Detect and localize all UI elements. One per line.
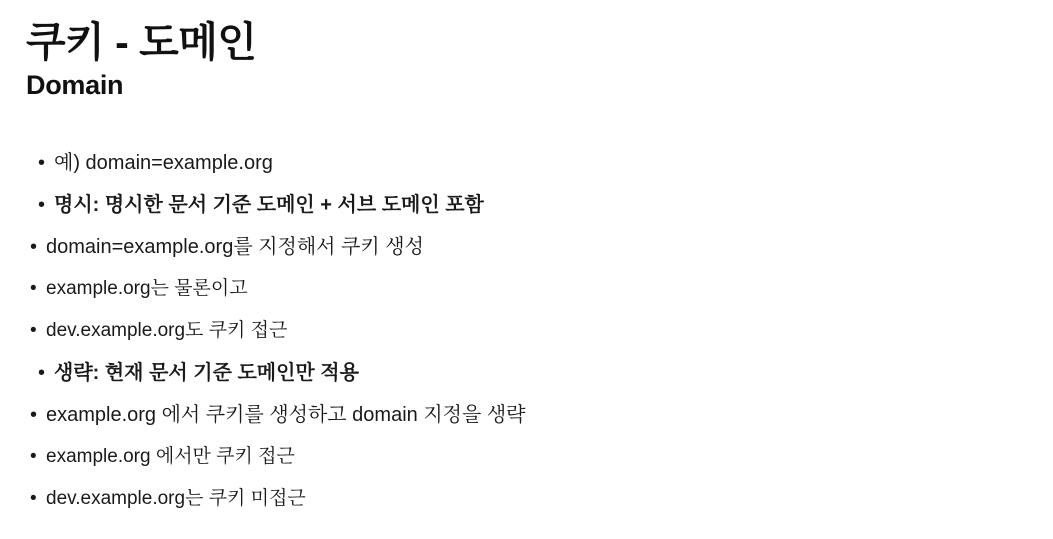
list-item-label: domain=example.org를 지정해서 쿠키 생성 bbox=[46, 235, 424, 258]
bullet-icon: • bbox=[30, 487, 37, 509]
list-item-label: dev.example.org는 쿠키 미접근 bbox=[46, 487, 306, 509]
list-item bbox=[26, 310, 1027, 352]
page-title: 쿠키 - 도메인 bbox=[26, 19, 257, 65]
list-item bbox=[34, 184, 1027, 226]
bullet-list-level-2 bbox=[26, 394, 1027, 520]
bullet-icon: • bbox=[30, 403, 38, 426]
list-item-label: dev.example.org도 쿠키 접근 bbox=[46, 319, 288, 341]
bullet-icon: • bbox=[30, 445, 37, 467]
bullet-icon: • bbox=[38, 151, 46, 174]
bullet-list-level-3 bbox=[26, 436, 1027, 520]
list-item bbox=[26, 436, 1027, 478]
bullet-list-level-3 bbox=[26, 268, 1027, 352]
list-item-label: example.org 에서만 쿠키 접근 bbox=[46, 445, 295, 467]
list-item-label: 명시: 명시한 문서 기준 도메인 + 서브 도메인 포함 bbox=[54, 193, 484, 216]
bullet-icon: • bbox=[38, 193, 46, 216]
list-item bbox=[26, 394, 1027, 436]
slide-content bbox=[26, 142, 1027, 520]
bullet-list-level-2 bbox=[26, 226, 1027, 352]
bullet-list-level-1 bbox=[26, 142, 1027, 520]
list-item-label: 생략: 현재 문서 기준 도메인만 적용 bbox=[54, 361, 359, 384]
list-item bbox=[26, 268, 1027, 310]
page-subtitle: Domain bbox=[26, 70, 124, 101]
bullet-icon: • bbox=[38, 361, 46, 384]
list-item bbox=[26, 226, 1027, 268]
list-item-label: example.org는 물론이고 bbox=[46, 277, 248, 299]
list-item bbox=[26, 478, 1027, 520]
list-item bbox=[34, 142, 1027, 184]
bullet-icon: • bbox=[30, 235, 38, 258]
bullet-icon: • bbox=[30, 319, 37, 341]
list-item bbox=[34, 352, 1027, 394]
list-item-label: 예) domain=example.org bbox=[54, 151, 273, 174]
bullet-icon: • bbox=[30, 277, 37, 299]
list-item-label: example.org 에서 쿠키를 생성하고 domain 지정을 생략 bbox=[46, 403, 526, 426]
